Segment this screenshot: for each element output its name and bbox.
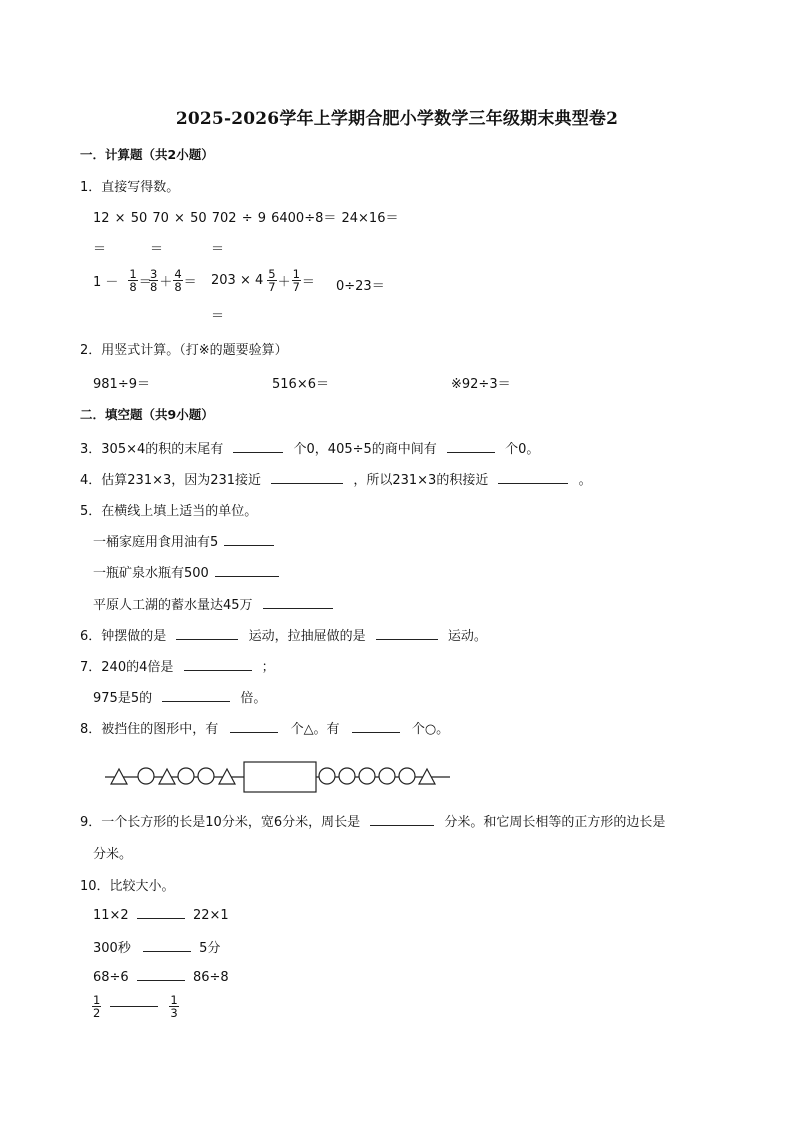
fraction — [267, 268, 276, 293]
circle-shape — [319, 768, 335, 784]
q3-line — [80, 438, 539, 457]
q1-row1: 12 × 50 70 × 50 702 ÷ 9 6400÷8＝ 24×16＝ — [93, 211, 399, 226]
equals-sign: ＝ — [138, 275, 152, 290]
fraction-denominator: 8 — [129, 280, 137, 294]
q5-item-3 — [93, 594, 333, 613]
answer-blank[interactable] — [376, 627, 438, 640]
q2-item-2: 516×6＝ — [272, 377, 329, 392]
q5-item-2 — [93, 562, 279, 581]
fraction-numerator: 4 — [174, 267, 182, 281]
q1-row3-c — [211, 268, 315, 293]
answer-blank[interactable] — [137, 968, 185, 981]
q1-eq-2: ＝ — [150, 242, 164, 257]
fraction — [149, 268, 158, 293]
q5-item-text: 一瓶矿泉水瓶有500 — [93, 566, 209, 581]
circle-shape — [379, 768, 395, 784]
q6-text-c: 运动。 — [447, 629, 487, 644]
q1-eq-1: ＝ — [93, 242, 107, 257]
q3-text-a: 3．305×4的积的末尾有 — [80, 442, 224, 457]
q3-text-b: 个0，405÷5的商中间有 — [293, 442, 437, 457]
fraction-numerator: 1 — [93, 993, 101, 1007]
q5-item-text: 一桶家庭用食用油有5 — [93, 535, 219, 550]
fraction-numerator: 1 — [292, 267, 300, 281]
answer-blank[interactable] — [352, 720, 400, 733]
q7-text-b: ； — [261, 660, 275, 675]
section-2-heading: 二．填空题（共9小题） — [80, 407, 214, 422]
q2-item-3: ※92÷3＝ — [451, 377, 511, 392]
q8-text-a: 8．被挡住的图形中，有 — [80, 722, 219, 737]
q6-line — [80, 625, 487, 644]
q7-text-d: 倍。 — [240, 691, 267, 706]
circle-shape — [339, 768, 355, 784]
fraction — [169, 994, 178, 1019]
compare-left: 68÷6 — [93, 970, 129, 985]
q1-row3-c-text: 203 × 4 — [211, 273, 264, 288]
compare-left: 11×2 — [93, 908, 129, 923]
answer-blank[interactable] — [162, 689, 230, 702]
q7-text-c: 975是5的 — [93, 691, 153, 706]
compare-right: 22×1 — [193, 908, 229, 923]
equals-sign: ＝ — [183, 275, 197, 290]
q10-item-1 — [93, 906, 229, 923]
q5-item-text: 平原人工湖的蓄水量达45万 — [93, 598, 253, 613]
compare-left: 300秒 — [93, 941, 131, 956]
q9-text-b: 分米。和它周长相等的正方形的边长是 — [444, 815, 666, 830]
answer-blank[interactable] — [271, 471, 343, 484]
blocking-box — [244, 762, 316, 792]
q1-row3-a-prefix: 1 － — [93, 275, 119, 290]
q10-stem: 10．比较大小。 — [80, 879, 175, 894]
q1-eq-3: ＝ — [211, 242, 225, 257]
fraction-denominator: 7 — [292, 280, 300, 294]
q10-item-4 — [91, 994, 180, 1019]
fraction — [292, 268, 301, 293]
fraction — [173, 268, 182, 293]
q9-text-c: 分米。 — [93, 847, 133, 862]
fraction-denominator: 2 — [93, 1006, 101, 1020]
q5-stem: 5．在横线上填上适当的单位。 — [80, 504, 258, 519]
q1-row3-eq: ＝ — [211, 309, 225, 324]
answer-blank[interactable] — [230, 720, 278, 733]
answer-blank[interactable] — [224, 533, 274, 546]
q1-row3-b — [148, 268, 197, 293]
q5-item-1 — [93, 531, 274, 550]
page-title: 2025-2026学年上学期合肥小学数学三年级期末典型卷2 — [175, 109, 619, 129]
q4-text-c: 。 — [578, 473, 592, 488]
q1-row3-e: 0÷23＝ — [336, 279, 385, 294]
circle-shape — [178, 768, 194, 784]
q4-line — [80, 469, 592, 488]
q1-row3-a — [93, 268, 152, 293]
q9-line-1 — [80, 811, 665, 830]
q4-text-b: ，所以231×3的积接近 — [353, 473, 489, 488]
fraction-numerator: 1 — [170, 993, 178, 1007]
section-1-heading: 一．计算题（共2小题） — [80, 147, 214, 162]
circle-shape — [399, 768, 415, 784]
q10-item-3 — [93, 968, 229, 985]
answer-blank[interactable] — [447, 440, 495, 453]
answer-blank[interactable] — [263, 596, 333, 609]
fraction-denominator: 8 — [150, 280, 158, 294]
answer-blank[interactable] — [110, 1006, 158, 1007]
shape-strip-figure — [105, 758, 455, 796]
fraction-denominator: 8 — [174, 280, 182, 294]
answer-blank[interactable] — [370, 813, 434, 826]
q8-text-c: 个○。 — [411, 722, 450, 737]
circle-shape — [359, 768, 375, 784]
answer-blank[interactable] — [184, 658, 252, 671]
fraction — [128, 268, 137, 293]
fraction — [92, 994, 101, 1019]
q7-line-2 — [93, 687, 266, 706]
answer-blank[interactable] — [143, 939, 191, 952]
answer-blank[interactable] — [137, 906, 185, 919]
q6-text-b: 运动，拉抽屉做的是 — [248, 629, 366, 644]
answer-blank[interactable] — [176, 627, 238, 640]
plus-sign: ＋ — [159, 275, 173, 290]
q4-text-a: 4．估算231×3，因为231接近 — [80, 473, 262, 488]
circle-shape — [198, 768, 214, 784]
fraction-numerator: 5 — [268, 267, 276, 281]
q3-text-c: 个0。 — [505, 442, 540, 457]
compare-right: 5分 — [199, 941, 221, 956]
q10-item-2 — [93, 937, 220, 956]
fraction-numerator: 1 — [129, 267, 137, 281]
q8-line — [80, 718, 449, 737]
q1-stem: 1．直接写得数。 — [80, 180, 180, 195]
plus-sign: ＋ — [277, 275, 291, 290]
q8-text-b: 个△。有 — [290, 722, 340, 737]
q7-line-1 — [80, 656, 275, 675]
answer-blank[interactable] — [215, 564, 279, 577]
answer-blank[interactable] — [233, 440, 283, 453]
q6-text-a: 6．钟摆做的是 — [80, 629, 167, 644]
fraction-denominator: 7 — [268, 280, 276, 294]
fraction-denominator: 3 — [170, 1006, 178, 1020]
q2-stem: 2．用竖式计算。（打※的题要验算） — [80, 343, 288, 358]
compare-right: 86÷8 — [193, 970, 229, 985]
circle-shape — [138, 768, 154, 784]
fraction-numerator: 3 — [150, 267, 158, 281]
q9-text-a: 9．一个长方形的长是10分米，宽6分米，周长是 — [80, 815, 361, 830]
q2-item-1: 981÷9＝ — [93, 377, 150, 392]
equals-sign: ＝ — [301, 275, 315, 290]
q7-text-a: 7．240的4倍是 — [80, 660, 174, 675]
answer-blank[interactable] — [498, 471, 568, 484]
